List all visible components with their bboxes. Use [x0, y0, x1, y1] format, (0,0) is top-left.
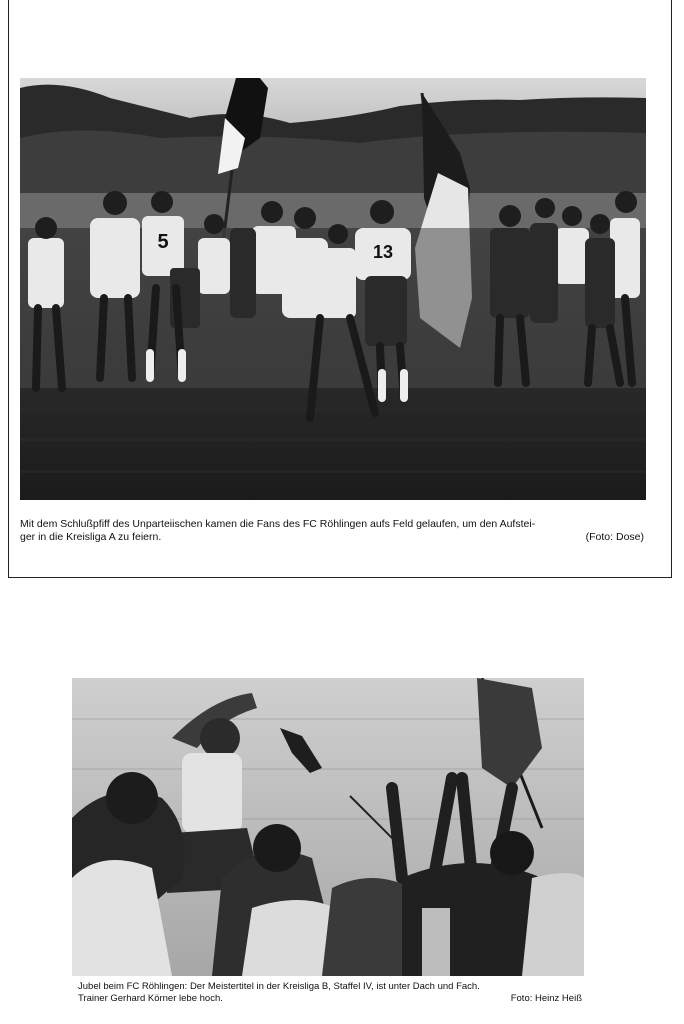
jersey-number-5: 5	[157, 231, 169, 253]
caption-line-1: Jubel beim FC Röhlingen: Der Meistertitel in der Kreisliga B, Staffel IV, ist unter Dach und Fach.	[78, 981, 480, 992]
caption-coach-cheered	[78, 981, 586, 1004]
photo-fans-on-field-image	[20, 78, 646, 500]
caption-fans-on-field	[20, 518, 648, 544]
caption-line-2: ger in die Kreisliga A zu feiern.	[20, 531, 162, 543]
caption-line-1: Mit dem Schlußpfiff des Unparteiischen kamen die Fans des FC Röhlingen aufs Feld gelaufen, um den Aufstei-	[20, 518, 536, 530]
photo-coach-cheered-image	[72, 678, 584, 976]
photo-fans-on-field	[20, 78, 646, 500]
photo-credit: Foto: Heinz Heiß	[510, 992, 582, 1004]
photo-credit: (Foto: Dose)	[585, 531, 644, 543]
photo-coach-cheered	[72, 678, 584, 976]
caption-line-2: Trainer Gerhard Körner lebe hoch.	[78, 992, 223, 1004]
jersey-number-13: 13	[372, 242, 394, 262]
